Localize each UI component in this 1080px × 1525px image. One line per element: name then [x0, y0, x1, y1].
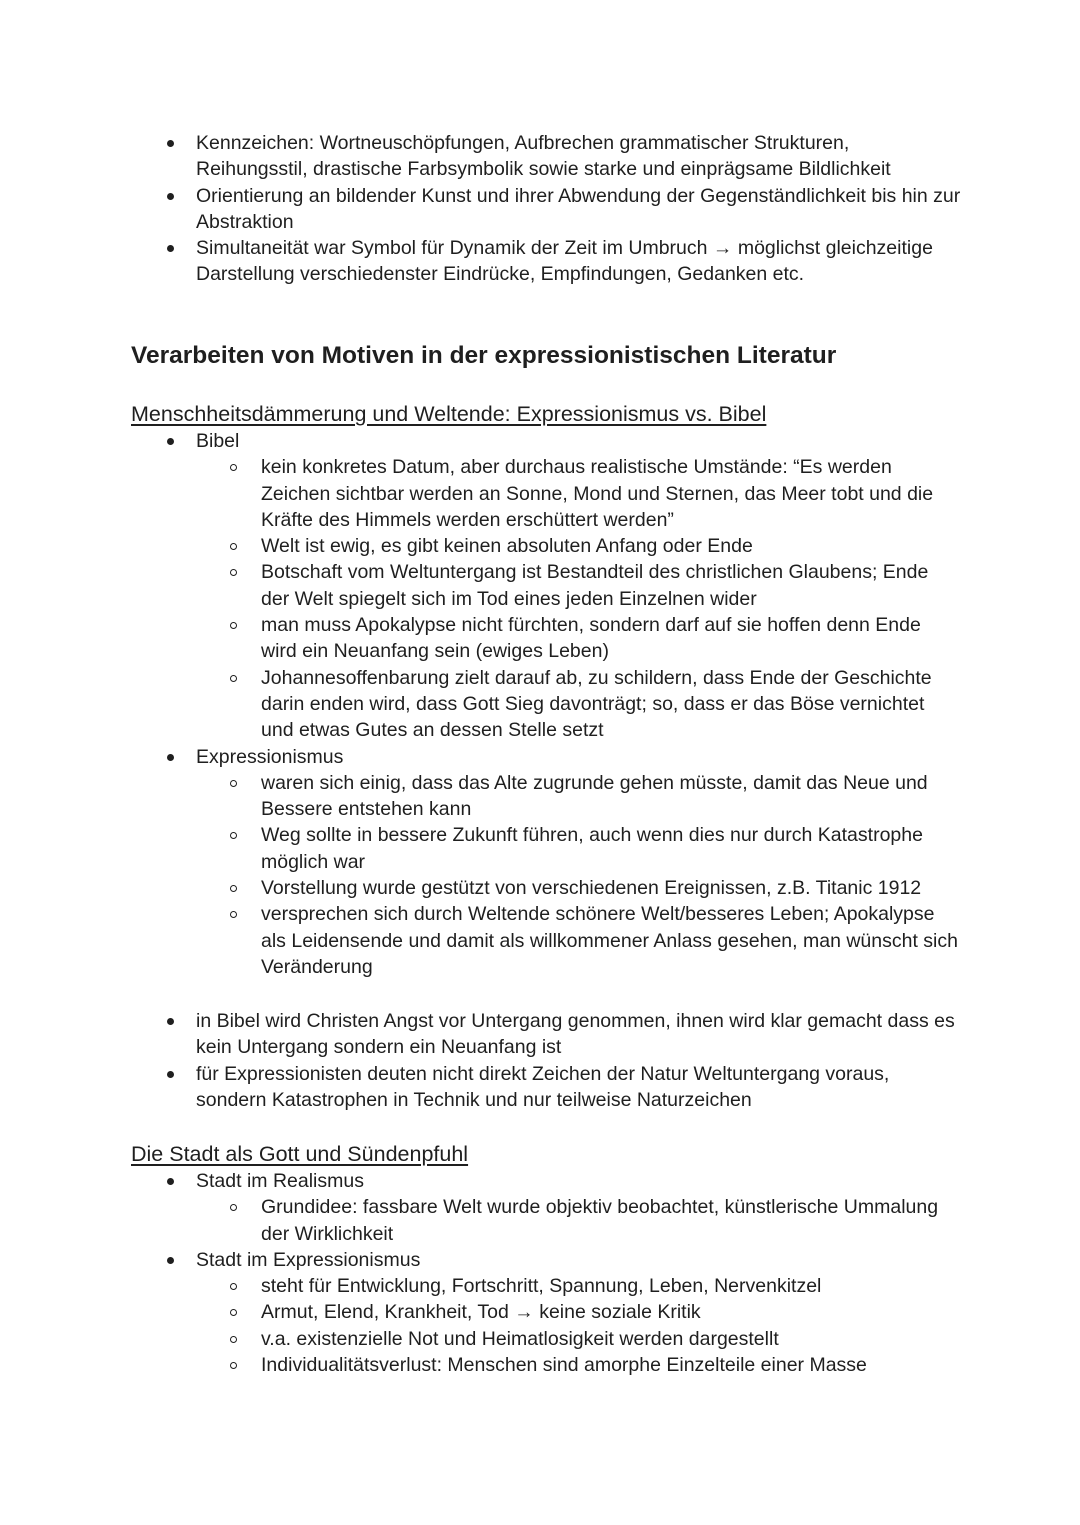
section-heading: Verarbeiten von Motiven in der expressionistischen Literatur [131, 342, 837, 369]
list-item [196, 454, 961, 533]
bullet-text: Orientierung an bildender Kunst und ihrer Abwendung der Gegenständlichkeit bis hin zur Abstraktion [196, 184, 961, 233]
expressionismus-sublist [196, 770, 961, 980]
bullet-text: Vorstellung wurde gestützt von verschiedenen Ereignissen, z.B. Titanic 1912 [261, 877, 922, 900]
group-label: Stadt im Expressionismus [196, 1248, 421, 1271]
list-item [131, 1008, 961, 1061]
weltende-conclusion-list [131, 1008, 961, 1113]
subheading-stadt: Die Stadt als Gott und Sündenpfuhl [131, 1142, 469, 1166]
bullet-text: in Bibel wird Christen Angst vor Untergang genommen, ihnen wird klar gemacht dass es kein Untergang sondern ein Neuanfang ist [196, 1010, 955, 1059]
list-item [131, 130, 961, 183]
list-item [196, 612, 961, 665]
weltende-list [131, 428, 961, 980]
list-item [131, 1061, 961, 1114]
subheading-weltende: Menschheitsdämmerung und Weltende: Expressionismus vs. Bibel [131, 402, 767, 426]
list-item [196, 1326, 961, 1352]
realismus-sublist [196, 1194, 961, 1247]
intro-bullet-list [131, 130, 961, 288]
list-item [196, 770, 961, 823]
bibel-sublist [196, 454, 961, 743]
bullet-text: Kennzeichen: Wortneuschöpfungen, Aufbrechen grammatischer Strukturen, Reihungsstil, drastische Farbsymbolik sowie starke und einprägsame Bildlichkeit [196, 132, 891, 181]
list-item [196, 1273, 961, 1299]
list-item [196, 533, 961, 559]
bullet-text: Armut, Elend, Krankheit, Tod → keine soziale Kritik [261, 1301, 701, 1324]
bullet-text: man muss Apokalypse nicht fürchten, sondern darf auf sie hoffen denn Ende wird ein Neuanfang sein (ewiges Leben) [261, 614, 921, 663]
bullet-text: Johannesoffenbarung zielt darauf ab, zu schildern, dass Ende der Geschichte darin enden wird, dass Gott Sieg davonträgt; so, dass er das Böse vernichtet und etwas Gutes an dessen Stelle setzt [261, 666, 932, 742]
list-item-bibel [131, 428, 961, 744]
bullet-text: Botschaft vom Weltuntergang ist Bestandteil des christlichen Glaubens; Ende der Welt spiegelt sich im Tod eines jeden Einzelnen wider [261, 561, 929, 610]
list-item [196, 875, 961, 901]
bullet-text: Grundidee: fassbare Welt wurde objektiv beobachtet, künstlerische Ummalung der Wirklichkeit [261, 1196, 939, 1245]
list-item [196, 1299, 961, 1325]
bullet-text: Simultaneität war Symbol für Dynamik der Zeit im Umbruch → möglichst gleichzeitige Darstellung verschiedenster Eindrücke, Empfindungen, Gedanken etc. [196, 237, 933, 286]
stadt-list [131, 1168, 961, 1378]
stadt-expressionismus-sublist [196, 1273, 961, 1378]
list-item-expressionismus [131, 744, 961, 981]
bullet-text: für Expressionisten deuten nicht direkt Zeichen der Natur Weltuntergang voraus, sondern Katastrophen in Technik und nur teilweise Naturzeichen [196, 1062, 890, 1111]
list-item [196, 665, 961, 744]
bullet-text: Welt ist ewig, es gibt keinen absoluten Anfang oder Ende [261, 535, 753, 558]
bullet-text: Weg sollte in bessere Zukunft führen, auch wenn dies nur durch Katastrophe möglich war [261, 824, 923, 873]
list-item-stadt-expressionismus [131, 1247, 961, 1378]
group-label: Stadt im Realismus [196, 1170, 364, 1192]
group-label: Expressionismus [196, 745, 344, 768]
list-item [196, 559, 961, 612]
list-item [196, 822, 961, 875]
bullet-text: Individualitätsverlust: Menschen sind amorphe Einzelteile einer Masse [261, 1354, 867, 1377]
list-item [196, 1352, 961, 1378]
bullet-text: kein konkretes Datum, aber durchaus realistische Umstände: “Es werden Zeichen sichtbar werden an Sonne, Mond und Sternen, das Meer tobt und die Kräfte des Himmels werden erschüttert werden” [261, 456, 934, 531]
list-item [131, 235, 961, 288]
list-item [196, 901, 961, 980]
list-item [131, 183, 961, 236]
list-item [196, 1194, 961, 1247]
group-label: Bibel [196, 430, 240, 452]
bullet-text: versprechen sich durch Weltende schönere Welt/besseres Leben; Apokalypse als Leidensende und damit als willkommener Anlass gesehen, man wünscht sich Veränderung [261, 903, 958, 978]
bullet-text: steht für Entwicklung, Fortschritt, Spannung, Leben, Nervenkitzel [261, 1275, 822, 1298]
bullet-text: waren sich einig, dass das Alte zugrunde gehen müsste, damit das Neue und Bessere entstehen kann [261, 771, 928, 821]
bullet-text: v.a. existenzielle Not und Heimatlosigkeit werden dargestellt [261, 1327, 779, 1350]
list-item-realismus [131, 1168, 961, 1247]
